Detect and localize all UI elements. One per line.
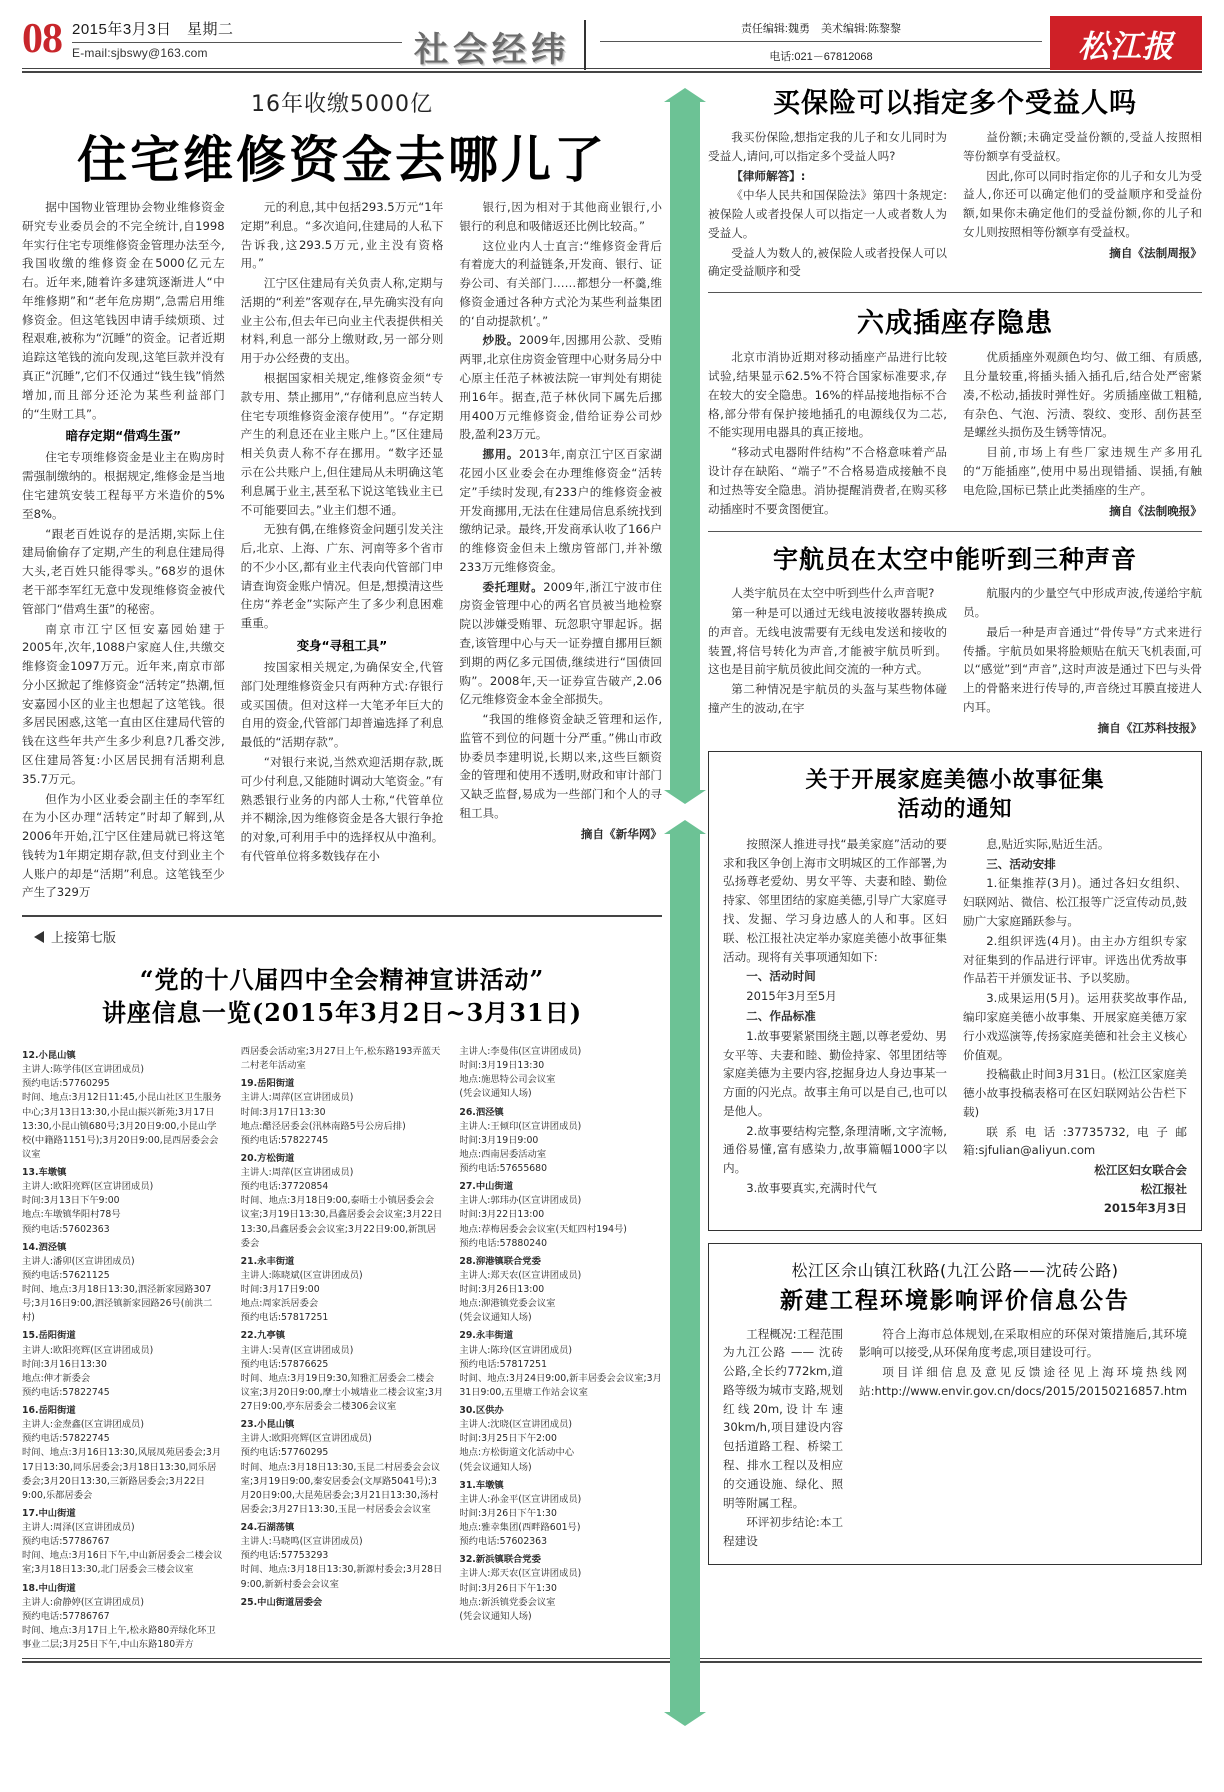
schedule-town-name: 12.小昆山镇 xyxy=(22,1050,76,1061)
article-paragraph: 炒股。2009年,因挪用公款、受贿两罪,北京住房资金管理中心财务局分中心原主任范子林被法院一审判处有期徒刑16年。据查,范子林伙同下属先后挪用400万元维修资金,借给证券公司炒股,盈利23万元。 xyxy=(459,333,663,442)
schedule-town-name: 31.车墩镇 xyxy=(459,1479,504,1491)
article-paragraph: 银行,因为相对于其他商业银行,小银行的利息和吸储返还比例比较高。” xyxy=(459,200,663,233)
socket-col-2 xyxy=(963,348,1202,521)
article-paragraph: 预约电话:37720854 xyxy=(240,1181,329,1193)
article-paragraph: 地点:雅幸集团(西畔路601号) xyxy=(459,1522,581,1533)
article-paragraph: 时间、地点:3月18日13:30,泗泾新家园路307号;3月16日9:00,泗泾镇新家园路26号(前洪二村) xyxy=(22,1284,213,1324)
schedule-town-name: 30.区供办 xyxy=(459,1405,504,1416)
article-paragraph: 《中华人民共和国保险法》第四十条规定:被保险人或者投保人可以指定一人或者数人为受益人。 xyxy=(708,188,947,240)
list-heading: 三、活动安排 xyxy=(986,856,1056,871)
article-paragraph: 时间、地点:3月18日13:30,新源村委会;3月28日9:00,新新村委会会议室 xyxy=(240,1564,443,1590)
article-paragraph: 主讲人:欧阳亮辉(区宣讲团成员) xyxy=(240,1433,372,1445)
article-paragraph: 地点:车墩镇华阳村78号 xyxy=(22,1209,121,1221)
space-col-2 xyxy=(963,584,1202,738)
article-paragraph: 预约电话:57760295 xyxy=(22,1078,110,1090)
article-source: 摘自《法制晚报》 xyxy=(1109,503,1202,518)
lead-headline: 住宅维修资金去哪儿了 xyxy=(77,130,607,189)
article-paragraph: 南京市江宁区恒安嘉园始建于2005年,次年,1088户家庭人住,共缴交维修资金1097万元。近年来,南京市部分小区掀起了维修资金“活转定”热潮,恒安嘉园小区的业主也想起了这笔钱。很多居民困惑,这笔一直由区住建局代管的钱在这些年共产生多少利息?几番交涉,区住建局答复:小区居民拥有活期利息35.7万元。 xyxy=(22,621,225,786)
article-paragraph: 3.故事要真实,充满时代气 xyxy=(746,1180,877,1195)
article-paragraph: 地点:方松街道文化活动中心 xyxy=(459,1447,575,1459)
article-paragraph: 航服内的少量空气中形成声波,传递给宇航员。 xyxy=(963,586,1202,620)
page-content xyxy=(0,73,1224,1652)
section-title: 社会经纬 xyxy=(414,30,570,70)
article-paragraph: 1.故事要紧紧围绕主题,以尊老爱幼、男女平等、夫妻和睦、勤俭持家、邻里团结等家庭美德为主要内容,挖掘身边人身边事某一方面的闪光点。故事主角可以是自己,也可以是他人。 xyxy=(723,1028,947,1118)
article-paragraph: 预约电话:57822745 xyxy=(22,1433,110,1445)
article-paragraph: 预约电话:57817251 xyxy=(459,1358,547,1370)
virtue-notice-title xyxy=(723,766,1187,825)
space-columns xyxy=(708,584,1202,738)
article-paragraph: 预约电话:57822745 xyxy=(22,1386,110,1398)
article-paragraph: 预约电话:57817251 xyxy=(240,1312,329,1324)
schedule-town-name: 19.岳阳街道 xyxy=(240,1078,295,1090)
article-paragraph: 主讲人:郭玮办(区宣讲团成员) xyxy=(459,1195,582,1207)
section-divider xyxy=(22,915,662,917)
article-paragraph: 第一种是可以通过无线电波接收器转换成的声音。无线电波需要有无线电发送和接收的装置,将信号转化为声音,才能被宇航员听到。这也是目前宇航员彼此间交流的一种方式。 xyxy=(708,606,947,677)
article-paragraph: 地点:醋泾居委会(汛林南路5号公房后排) xyxy=(240,1120,406,1132)
article-paragraph: 主讲人:沈晓(区宣讲团成员) xyxy=(459,1419,572,1431)
lead-col-2 xyxy=(241,198,444,903)
article-paragraph: 江宁区住建局有关负责人称,定期与活期的“利差”客观存在,早先确实没有向业主公布,但去年已向业主代表提供相关材料,利息一部分上缴财政,另一部分则用于办公经费的支出。 xyxy=(240,276,444,366)
continued-marker xyxy=(34,927,662,946)
virtue-title-line2: 活动的通知 xyxy=(897,796,1013,823)
article-paragraph: 地点:伸才新委会 xyxy=(22,1372,91,1384)
list-heading: 一、活动时间 xyxy=(746,969,816,984)
article-paragraph: 时间:3月26日13:00 xyxy=(459,1284,545,1295)
article-paragraph: 委托理财。2009年,浙江宁波市住房资金管理中心的两名官员被当地检察院以涉嫌受贿罪、玩忽职守罪起诉。据查,该管理中心与天一证券擅自挪用巨额到期的两亿多元国债,继续进行“国债回购”。2008年,天一证券宣告破产,2.06亿元维修资金本金全部损失。 xyxy=(459,579,663,707)
article-paragraph: 时间:3月17日13:30 xyxy=(240,1106,326,1118)
article-paragraph: 时间、地点:3月17日上午,松永路80弄绿化环卫事业二层;3月25日下午,中山东路180弄方 xyxy=(22,1624,216,1650)
article-paragraph: “我国的维修资金缺乏管理和运作,监管不到位的问题十分严重。”佛山市政协委员李建明说,长期以来,这些巨额资金的管理和使用不透明,财政和审计部门又缺乏监督,易成为一些部门和个人的寻租工具。 xyxy=(459,712,663,820)
article-paragraph: 挪用。2013年,南京江宁区百家湖花园小区业委会在办理维修资金“活转定”手续时发现,有233户的维修资金被开发商挪用,无法在住建局信息系统找到缴纳记录。最终,开发商承认收了166户的维修资金但未上缴房管部门,并补缴233万元维修资金。 xyxy=(459,447,663,574)
virtue-notice-columns xyxy=(723,835,1187,1218)
virtue-title-line1: 关于开展家庭美德小故事征集 xyxy=(805,766,1105,793)
insurance-columns xyxy=(708,128,1202,282)
schedule-town-name: 25.中山街道居委会 xyxy=(240,1596,323,1608)
article-paragraph: 时间:3月19日9:00 xyxy=(459,1134,539,1146)
article-paragraph: 投稿截止时间3月31日。(松江区家庭美德小故事投稿表格可在区妇联网站公告栏下载) xyxy=(963,1067,1187,1119)
env-notice-kicker: 松江区佘山镇江秋路(九江公路——沈砖公路) xyxy=(791,1260,1119,1280)
article-paragraph: 主讲人:马晓鸣(区宣讲团成员) xyxy=(240,1536,363,1548)
env-notice-columns xyxy=(723,1325,1187,1552)
article-source: 摘自《法制周报》 xyxy=(1109,245,1202,260)
date-block xyxy=(72,16,402,60)
schedule-town-name: 13.车墩镇 xyxy=(22,1167,67,1178)
article-divider-1 xyxy=(708,292,1202,293)
schedule-town-name: 28.泖港镇联合党委 xyxy=(459,1255,541,1267)
virtue-col-1 xyxy=(723,835,947,1218)
article-paragraph: 时间、地点:3月18日13:30,玉昆二村居委会会议室;3月19日9:00,秦安居委会(文厚路5041号);3月20日9:00,大昆苑居委会;3月21日13:30,汤村居委会;3月27日13:30,玉昆一村居委会会议室 xyxy=(240,1461,441,1515)
page-number: 08 xyxy=(22,16,62,62)
editor-credits xyxy=(600,16,1042,64)
article-paragraph: 时间、地点:3月18日9:00,泰晤士小镇居委会会议室;3月19日13:30,昌鑫居委会会议室;3月22日13:30,昌鑫居委会会议室;3月22日9:00,新凯居委会 xyxy=(240,1195,443,1249)
article-paragraph: 主讲人:吴青(区宣讲团成员) xyxy=(240,1344,354,1356)
article-source: 摘自《江苏科技报》 xyxy=(1097,720,1202,735)
socket-columns xyxy=(708,348,1202,521)
env-col-1 xyxy=(723,1325,843,1552)
lead-kicker: 16年收缴5000亿 xyxy=(251,92,433,117)
schedule-town-name: 17.中山街道 xyxy=(22,1507,76,1519)
green-arrow-lower xyxy=(670,833,700,1713)
article-paragraph: 住宅专项维修资金是业主在购房时需强制缴纳的。根据规定,维修金是当地住宅建筑安装工程每平方米造价的5%至8%。 xyxy=(22,450,225,521)
article-paragraph: 主讲人:孙金平(区宣讲团成员) xyxy=(459,1493,582,1505)
article-paragraph: 无独有偶,在维修资金问题引发关注后,北京、上海、广东、河南等多个省市的不少小区,都有业主代表向代管部门申请查询资金账户情况。但是,想摸清这些住房“养老金”实际产生了多少利息困难重重。 xyxy=(240,522,444,631)
article-paragraph: (凭会议通知人场) xyxy=(459,1312,532,1324)
article-paragraph: 主讲人:金焘鑫(区宣讲团成员) xyxy=(22,1419,144,1431)
article-paragraph: 预约电话:57876625 xyxy=(240,1358,329,1370)
insurance-headline: 买保险可以指定多个受益人吗 xyxy=(773,88,1137,119)
article-paragraph: 时间、地点:3月12日11:45,小昆山社区卫生服务中心;3月13日13:30,小昆山振兴新苑;3月17日13:30,小昆山镇680号;3月20日9:00,小昆山学校(中籍路1151号);3月20日9:00,昆西居委会会议室 xyxy=(22,1092,222,1160)
article-paragraph: “对银行来说,当然欢迎活期存款,既可少付利息,又能随时调动大笔资金。”有熟悉银行业务的内部人士称,“代管单位并不糊涂,因为维修资金是各大银行争抢的对象,可利用手中的选择权从中渔利。有代管单位将多数钱存在小 xyxy=(240,754,444,863)
article-paragraph: 预约电话:57822745 xyxy=(240,1134,329,1146)
schedule-col-2 xyxy=(241,1045,444,1652)
continued-label: 上接第七版 xyxy=(51,931,117,947)
article-divider-2 xyxy=(708,531,1202,532)
article-paragraph: 元的利息,其中包括293.5万元“1年定期”利息。“多次追问,住建局的人私下告诉我,这293.5万元,业主没有资格用。” xyxy=(240,200,444,271)
article-paragraph: 预约电话:57786767 xyxy=(22,1610,110,1622)
notice-signature: 松江区妇女联合会 xyxy=(1094,1163,1187,1178)
article-paragraph: 主讲人:陈学伟(区宣讲团成员) xyxy=(22,1064,144,1076)
article-paragraph: 这位业内人士直言:“维修资金背后有着庞大的利益链条,开发商、银行、证券公司、有关部门……都想分一杯羹,维修资金通过各种方式沦为某些利益集团的‘自动提款机’。” xyxy=(459,238,663,328)
article-paragraph: (凭会议通知人场) xyxy=(459,1088,532,1100)
decorative-gutter xyxy=(662,73,708,1652)
right-column-group xyxy=(708,73,1202,1652)
lead-col-3 xyxy=(459,198,662,903)
article-paragraph: 时间、地点:3月16日13:30,风展凤苑居委会;3月17日13:30,同乐居委会;3月18日13:30,同乐居委会;3月20日13:30,三新路居委会;3月22日9:00,乐都居委会 xyxy=(22,1447,222,1501)
article-paragraph: 预约电话:57621125 xyxy=(22,1269,110,1281)
schedule-title-line2: 讲座信息一览(2015年3月2日~3月31日) xyxy=(101,997,583,1027)
socket-headline: 六成插座存隐患 xyxy=(857,308,1053,340)
article-paragraph: 目前,市场上有些厂家违规生产多用孔的“万能插座”,使用中易出现错插、误插,有触电危险,国标已禁止此类插座的生产。 xyxy=(963,445,1202,497)
article-paragraph: 2.故事要结构完整,条理清晰,文字流畅,通俗易懂,富有感染力,故事篇幅1000字以内。 xyxy=(723,1123,947,1176)
environment-notice-box xyxy=(708,1243,1202,1565)
article-paragraph: 主讲人:周萍(区宣讲团成员) xyxy=(240,1092,354,1104)
socket-col-1 xyxy=(708,348,947,521)
article-paragraph: “移动式电器附件结构”不合格意味着产品设计存在缺陷、“端子”不合格易造成接触不良和过热等安全隐患。消协提醒消费者,在购买移动插座时不要贪图便宜。 xyxy=(708,445,947,516)
article-paragraph: 时间:3月26日下午1:30 xyxy=(459,1582,557,1594)
article-paragraph: 预约电话:57655680 xyxy=(459,1163,547,1174)
triangle-left-icon xyxy=(34,931,44,943)
vertical-divider xyxy=(584,20,586,70)
article-paragraph: 时间:3月19日13:30 xyxy=(459,1060,545,1072)
article-paragraph: 时间:3月13日下午9:00 xyxy=(22,1195,120,1207)
article-paragraph: (凭会议通知人场) xyxy=(459,1461,532,1473)
schedule-town-name: 32.新浜镇联合党委 xyxy=(459,1554,541,1566)
article-paragraph: 按国家相关规定,为确保安全,代管部门处理维修资金只有两种方式:存银行或买国债。但对这样一大笔矛年巨大的自用的资金,代管部门却普遍选择了利息最低的“活期存款”。 xyxy=(240,660,444,750)
article-paragraph: 人类宇航员在太空中听到些什么声音呢? xyxy=(731,586,935,601)
left-column-group xyxy=(22,73,662,1652)
schedule-town-name: 21.永丰街道 xyxy=(240,1255,295,1267)
space-col-1 xyxy=(708,584,947,738)
article-paragraph: 主讲人:陈玲(区宣讲团成员) xyxy=(459,1344,572,1356)
editors-names: 责任编辑:魏勇 美术编辑:陈黎黎 xyxy=(740,23,902,35)
article-subheading: 变身“寻租工具” xyxy=(296,637,388,653)
article-paragraph: 受益人为数人的,被保险人或者投保人可以确定受益顺序和受 xyxy=(708,245,947,279)
article-paragraph: 联系电话:37735732,电子邮箱:sjfulian@aliyun.com xyxy=(963,1124,1187,1158)
schedule-town-name: 29.永丰街道 xyxy=(459,1330,514,1342)
article-paragraph: 主讲人:欧阳亮辉(区宣讲团成员) xyxy=(22,1181,154,1193)
footer-rule xyxy=(22,1658,1202,1663)
schedule-town-name: 20.方松街道 xyxy=(240,1152,295,1164)
schedule-town-name: 24.石湖荡镇 xyxy=(240,1522,295,1533)
article-subheading: 暗存定期“借鸡生蛋” xyxy=(65,428,182,444)
run-in-heading: 委托理财。 xyxy=(482,579,544,594)
schedule-col-1 xyxy=(22,1045,225,1652)
schedule-title-line1: “党的十八届四中全会精神宣讲活动” xyxy=(139,965,545,995)
article-paragraph: 最后一种是声音通过“骨传导”方式来进行传播。宇航员如果将脸颊贴在航天飞机表面,可以“感觉”到“声音”,这时声波是通过下巴与头骨上的骨骼来进行传导的,声音绕过耳膜直接进人内耳。 xyxy=(963,624,1202,714)
article-paragraph: 地点:新浜镇党委会议室 xyxy=(459,1596,556,1608)
notice-signature: 2015年3月3日 xyxy=(1103,1200,1187,1215)
masthead xyxy=(0,0,1224,70)
article-paragraph: 2.组织评选(4月)。由主办方组织专家对征集到的作品进行评审。评选出优秀故事作品若干并颁发证书、予以奖励。 xyxy=(963,933,1187,986)
article-paragraph: 按照深人推进寻找“最美家庭”活动的要求和我区争创上海市文明城区的工作部署,为弘扬尊老爱幼、男女平等、夫妻和睦、勤俭持家、邻里团结的家庭美德,引导广大家庭寻找、发掘、学习身边感人的人和事。区妇联、松江报社决定举办家庭美德小故事征集活动。现将有关事项通知如下: xyxy=(723,836,947,964)
article-paragraph: 时间:3月25日下午2:00 xyxy=(459,1433,557,1445)
article-paragraph: 时间、地点:3月19日9:30,知雅汇居委会二楼会议室;3月20日9:00,摩士小城墙业二楼会议室;3月27日9:00,亭东居委会二楼306会议室 xyxy=(240,1372,444,1412)
divider xyxy=(600,41,1042,42)
article-paragraph: 环评初步结论:本工程建设 xyxy=(723,1515,844,1549)
article-paragraph: 预约电话:57880240 xyxy=(459,1237,547,1249)
article-paragraph: 益份额;未确定受益份额的,受益人按照相等份额享有受益权。 xyxy=(963,130,1202,163)
run-in-heading: 炒股。 xyxy=(482,333,519,348)
lead-col-1 xyxy=(22,198,225,903)
article-paragraph: 主讲人:潘卯(区宣讲团成员) xyxy=(22,1255,135,1267)
article-paragraph: 预约电话:57602363 xyxy=(22,1223,110,1235)
schedule-town-name: 26.泗泾镇 xyxy=(459,1106,504,1118)
env-col-2 xyxy=(859,1325,1187,1552)
article-paragraph: 时间:3月22日13:00 xyxy=(459,1209,545,1221)
article-paragraph: 时间、地点:3月24日9:00,新丰居委会会议室;3月31日9:00,五里塘工作站会议室 xyxy=(459,1372,662,1398)
phone-number: 电话:021－67812068 xyxy=(769,51,873,63)
article-paragraph: 时间:3月17日9:00 xyxy=(240,1284,320,1295)
article-paragraph: 符合上海市总体规划,在采取相应的环保对策措施后,其环境影响可以接受,从环保角度考虑,项目建设可行。 xyxy=(859,1326,1187,1360)
article-paragraph: 时间:3月26日下午1:30 xyxy=(459,1507,557,1519)
article-paragraph: 主讲人:周萍(区宣讲团成员) xyxy=(240,1167,354,1178)
article-paragraph: 地点:荐梅居委会会议室(天虹四村194号) xyxy=(459,1223,627,1235)
schedule-col-3 xyxy=(459,1045,662,1652)
article-paragraph: 优质插座外观颜色均匀、做工细、有质感,且分量较重,将插头插入插孔后,结合处严密紧凑,不松动,插拔时弹性好。劣质插座做工粗糙,有杂色、气泡、污渍、裂纹、变形、刮伤甚至是螺丝头损伤及生锈等情况。 xyxy=(963,350,1202,440)
schedule-town-name: 14.泗泾镇 xyxy=(22,1241,67,1253)
list-heading: 【律师解答】: xyxy=(731,168,806,183)
article-paragraph: 地点:周家浜居委会 xyxy=(240,1298,319,1310)
article-paragraph: 主讲人:周泽(区宣讲团成员) xyxy=(22,1522,135,1533)
article-source: 摘自《新华网》 xyxy=(580,826,663,841)
contact-email: E-mail:sjbswy@163.com xyxy=(72,46,208,60)
insurance-col-2 xyxy=(963,128,1202,282)
article-paragraph: 地点:西南居委活动室 xyxy=(459,1148,547,1160)
article-paragraph: 西居委会活动室;3月27日上午,松东路193弄蓝天二村老年活动室 xyxy=(240,1046,441,1072)
schedule-town-name: 22.九亭镇 xyxy=(240,1330,286,1342)
article-paragraph: 但作为小区业委会副主任的李军红在为小区办理“活转定”时却了解到,从2006年开始,江宁区住建局就已将这笔钱转为1年期定期存款,但支付到业主个人账户的却是“活期”利息。这笔钱至少产生了329万 xyxy=(22,791,225,900)
article-paragraph: 预约电话:57753293 xyxy=(240,1550,329,1562)
article-paragraph: 主讲人:李曼伟(区宣讲团成员) xyxy=(459,1046,582,1057)
article-paragraph: 时间、地点:3月16日下午,中山新居委会二楼会议室;3月18日13:30,北门居委会三楼会议室 xyxy=(22,1550,223,1576)
divider xyxy=(72,42,402,43)
article-paragraph: 我买份保险,想指定我的儿子和女儿同时为受益人,请问,可以指定多个受益人吗? xyxy=(708,130,947,163)
article-paragraph: 工程概况:工程范围为九江公路 —— 沈砖公路,全长约772km,道路等级为城市支路,规划红线20m,设计车速30km/h,项目建设内容包括道路工程、桥梁工程、排水工程以及相应的交通设施、绿化、照明等附属工程。 xyxy=(723,1326,844,1510)
article-paragraph: 北京市消协近期对移动插座产品进行比较试验,结果显示62.5%不符合国家标准要求,存在较大的安全隐患。16%的样品接地指标不合格,部分带有保护接地插孔的电源线仅为二芯,不能实现用电器具的真正接地。 xyxy=(708,350,947,440)
article-paragraph: 主讲人:俞静婷(区宣讲团成员) xyxy=(22,1596,144,1608)
article-paragraph: 主讲人:欧阳亮辉(区宣讲团成员) xyxy=(22,1344,154,1356)
virtue-notice-box xyxy=(708,751,1202,1231)
article-paragraph: 项目详细信息及意见反馈途径见上海环境热线网站:http://www.envir.gov.cn/docs/2015/20150216857.htm xyxy=(859,1365,1188,1398)
article-paragraph: 主讲人:陈晓斌(区宣讲团成员) xyxy=(240,1269,363,1281)
article-paragraph: 2015年3月至5月 xyxy=(746,989,837,1004)
article-paragraph: “跟老百姓说存的是活期,实际上住建局偷偷存了定期,产生的利息住建局得大头,老百姓只能得零头。”68岁的退休老干部李军红无意中发现维修资金被代管部门“借鸡生蛋”的秘密。 xyxy=(22,526,225,616)
article-paragraph: 时间:3月16日13:30 xyxy=(22,1358,107,1370)
publication-date: 2015年3月3日 星期二 xyxy=(72,21,234,38)
notice-signature: 松江报社 xyxy=(1140,1181,1187,1196)
article-paragraph: 因此,你可以同时指定你的儿子和女儿为受益人,你还可以确定他们的受益顺序和受益份额,如果你未确定他们的受益份额,你的儿子和女儿则按照相等份额享有受益权。 xyxy=(963,168,1202,239)
schedule-town-name: 16.岳阳街道 xyxy=(22,1405,76,1416)
space-headline: 宇航员在太空中能听到三种声音 xyxy=(772,545,1137,575)
env-notice-title: 新建工程环境影响评价信息公告 xyxy=(780,1286,1130,1314)
article-paragraph: 第二种情况是宇航员的头盔与某些物体碰撞产生的波动,在宇 xyxy=(708,682,947,715)
article-paragraph: 预约电话:57602363 xyxy=(459,1536,547,1548)
schedule-town-name: 23.小昆山镇 xyxy=(240,1419,295,1431)
schedule-title xyxy=(22,964,662,1029)
article-paragraph: 主讲人:郑天农(区宣讲团成员) xyxy=(459,1568,582,1580)
run-in-heading: 挪用。 xyxy=(482,447,519,462)
article-paragraph: 预约电话:57786767 xyxy=(22,1536,110,1548)
newspaper-logo: 松江报 xyxy=(1050,16,1202,70)
article-paragraph: 根据国家相关规定,维修资金须“专款专用、禁止挪用”,“存储利息应当转人住宅专项维修资金滚存使用”。“存定期产生的利息还在业主账户上。”区住建局相关负责人称不存在挪用。“数字还显示在公共账户上,但住建局从未明确这笔利息属于业主,甚至私下说这笔钱业主已不可能要回去。”业主们想不通。 xyxy=(240,371,444,517)
article-paragraph: 1.征集推荐(3月)。通过各妇女组织、妇联网站、微信、松江报等广泛宣传动员,鼓励广大家庭踊跃参与。 xyxy=(963,876,1187,929)
article-paragraph: 地点:泖港镇党委会议室 xyxy=(459,1298,556,1310)
insurance-col-1 xyxy=(708,128,947,282)
schedule-town-name: 18.中山街道 xyxy=(22,1582,76,1594)
schedule-town-name: 27.中山街道 xyxy=(459,1181,514,1193)
article-paragraph: 预约电话:57760295 xyxy=(240,1447,329,1459)
list-heading: 二、作品标准 xyxy=(746,1008,816,1023)
article-paragraph: 3.成果运用(5月)。运用获奖故事作品,编印家庭美德小故事集、开展家庭美德万家行小戏巡演等,传扬家庭美德和社会主义核心价值观。 xyxy=(963,991,1187,1062)
article-paragraph: 息,贴近实际,贴近生活。 xyxy=(986,836,1110,851)
schedule-town-name: 15.岳阳街道 xyxy=(22,1330,76,1342)
schedule-columns xyxy=(22,1045,662,1652)
article-paragraph: 据中国物业管理协会物业维修资金研究专业委员会的不完全统计,自1998年实行住宅专项维修资金管理办法至今,我国收缴的维修资金在5000亿元左右。近年来,随着许多建筑逐渐进人“中年维修期”和“老年危房期”,急需启用维修资金。但这笔钱因申请手续烦琐、过程艰难,被称为“沉睡”的资金。记者近期追踪这笔钱的流向发现,这笔巨款并没有真正“沉睡”,它们不仅通过“钱生钱”悄然增加,而且部分还沦为某些利益部门的“生财工具”。 xyxy=(22,200,225,421)
virtue-col-2 xyxy=(963,835,1187,1218)
article-paragraph: 地点:施思特公司会议室 xyxy=(459,1074,556,1086)
green-arrow-upper xyxy=(670,101,700,791)
lead-article-columns xyxy=(22,198,662,903)
article-paragraph: 主讲人:郑天农(区宣讲团成员) xyxy=(459,1269,582,1281)
article-paragraph: (凭会议通知人场) xyxy=(459,1610,532,1622)
article-paragraph: 主讲人:王倾印(区宣讲团成员) xyxy=(459,1120,582,1132)
